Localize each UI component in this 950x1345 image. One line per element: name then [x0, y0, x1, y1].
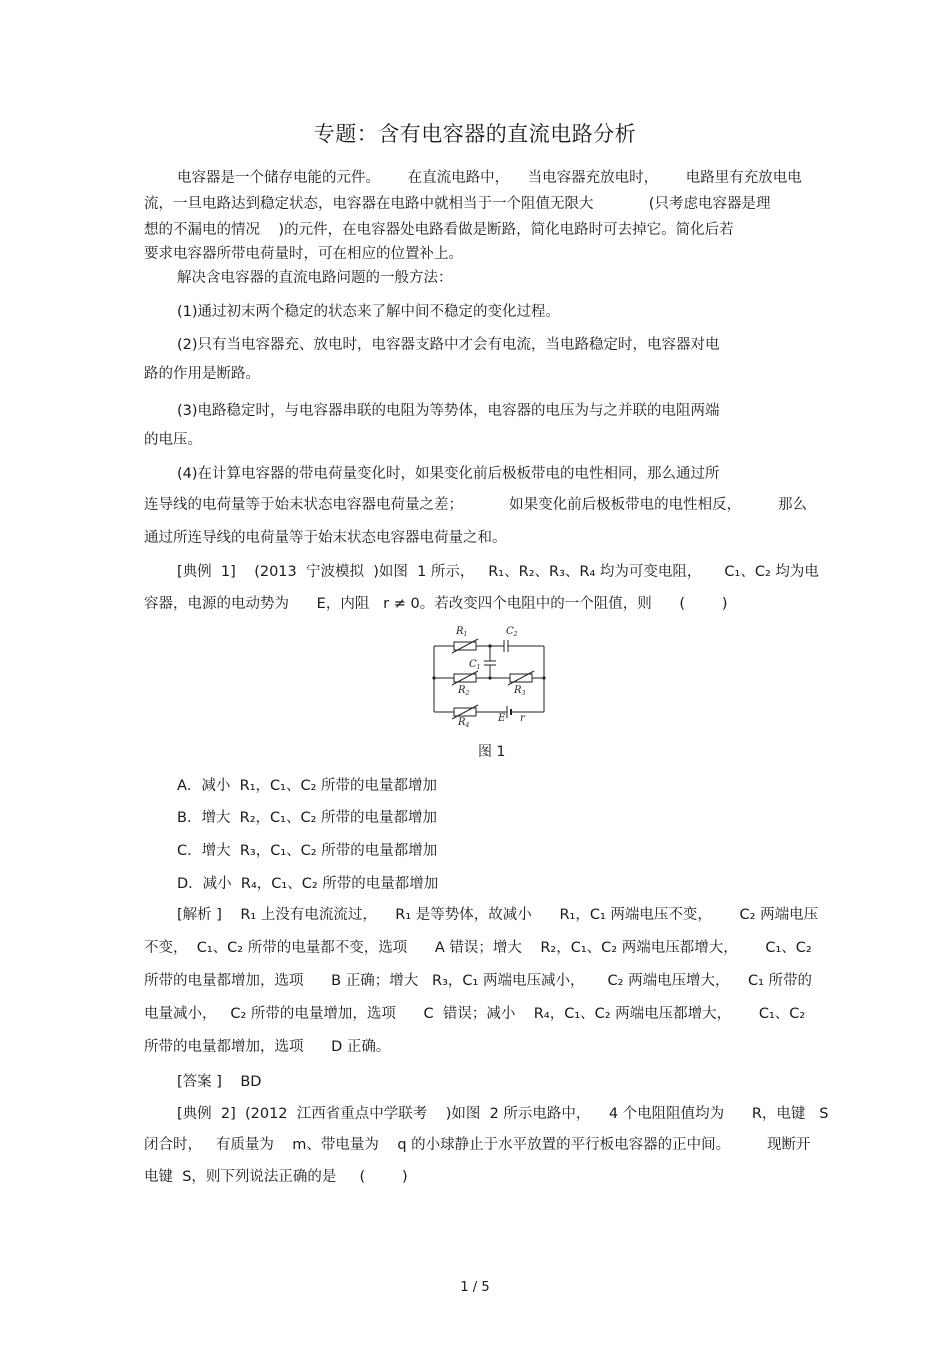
svg-text:E: E	[498, 713, 506, 724]
svg-text:C1: $C_1$	[469, 659, 481, 671]
intro-line-4: 要求电容器所带电荷量时，可在相应的位置补上。	[144, 246, 463, 262]
intro-line-3: 想的不漏电的情况 )的元件，在电容器处电路看做是断路，简化电路时可去掉它。简化后若	[144, 222, 734, 238]
method-2-line-2: 路的作用是断路。	[144, 366, 260, 382]
analysis-line-2: 不变， C₁、C₂ 所带的电量都不变，选项 A 错误；增大 R₂，C₁、C₂ 两端电压都增大， C₁、C₂	[144, 940, 812, 956]
intro-line-1: 电容器是一个储存电能的元件。 在直流电路中， 当电容器充放电时， 电路里有充放电电	[177, 170, 802, 186]
svg-text:C2: $C_2$	[506, 626, 518, 638]
example1-line-2: 容器，电源的电动势为 E，内阻 r ≠ 0。若改变四个电阻中的一个阻值，则 ( )	[144, 596, 728, 612]
option-c: C．增大 R₃，C₁、C₂ 所带的电量都增加	[177, 843, 438, 859]
method-4-line-3: 通过所连导线的电荷量等于始末状态电容器电荷量之和。	[144, 530, 507, 546]
page-number: 1 / 5	[460, 1280, 490, 1295]
analysis-line-1: [解析 ] R₁ 上没有电流流过， R₁ 是等势体，故减小 R₁，C₁ 两端电压不变， C₂ 两端电压	[177, 907, 819, 923]
analysis-line-5: 所带的电量都增加，选项 D 正确。	[144, 1039, 391, 1055]
method-1: (1)通过初末两个稳定的状态来了解中间不稳定的变化过程。	[177, 304, 561, 320]
circuit-figure-1	[428, 622, 550, 729]
example2-line-3: 电键 S，则下列说法正确的是 ( )	[144, 1169, 408, 1185]
method-4-line-1: (4)在计算电容器的带电荷量变化时，如果变化前后极板带电的电性相同，那么通过所	[177, 466, 720, 482]
svg-text:R1: $R_1$	[456, 626, 468, 638]
option-a: A．减小 R₁，C₁、C₂ 所带的电量都增加	[177, 778, 438, 794]
analysis-line-3: 所带的电量都增加，选项 B 正确；增大 R₃，C₁ 两端电压减小， C₂ 两端电压增大， C₁ 所带的	[144, 973, 813, 989]
label-r1: R	[456, 626, 464, 637]
page-title: 专题：含有电容器的直流电路分析	[313, 122, 637, 146]
option-b: B．增大 R₂，C₁、C₂ 所带的电量都增加	[177, 810, 438, 826]
svg-text:R3: $R_3$	[514, 685, 526, 697]
example2-line-1: [典例 2] (2012 江西省重点中学联考 )如图 2 所示电路中， 4 个电阻阻值均为 R，电键 S	[177, 1106, 829, 1122]
method-2-line-1: (2)只有当电容器充、放电时，电容器支路中才会有电流，当电路稳定时，电容器对电	[177, 337, 720, 353]
example2-line-2: 闭合时， 有质量为 m、带电量为 q 的小球静止于水平放置的平行板电容器的正中间。 现断开	[144, 1137, 811, 1153]
example1-line-1: [典例 1] (2013 宁波模拟 )如图 1 所示， R₁、R₂、R₃、R₄ 均为可变电阻， C₁、C₂ 均为电	[177, 564, 819, 580]
analysis-line-4: 电量减小， C₂ 所带的电量增加，选项 C 错误；减小 R₄，C₁、C₂ 两端电压都增大， C₁、C₂	[144, 1006, 806, 1022]
method-title: 解决含电容器的直流电路问题的一般方法：	[177, 270, 453, 286]
option-d: D．减小 R₄，C₁、C₂ 所带的电量都增加	[177, 876, 439, 892]
svg-text:r: r	[520, 713, 525, 724]
svg-text:R2: $R_2$	[458, 685, 470, 697]
figure-caption: 图 1	[478, 744, 506, 760]
svg-text:R4: $R_4$	[458, 717, 470, 729]
intro-line-2: 流，一旦电路达到稳定状态，电容器在电路中就相当于一个阻值无限大 (只考虑电容器是理	[144, 196, 771, 212]
answer: [答案 ] BD	[177, 1074, 262, 1090]
method-3-line-1: (3)电路稳定时，与电容器串联的电阻为等势体，电容器的电压为与之并联的电阻两端	[177, 403, 720, 419]
method-3-line-2: 的电压。	[144, 432, 202, 448]
method-4-line-2: 连导线的电荷量等于始末状态电容器电荷量之差； 如果变化前后极板带电的电性相反， 那么	[144, 497, 807, 513]
